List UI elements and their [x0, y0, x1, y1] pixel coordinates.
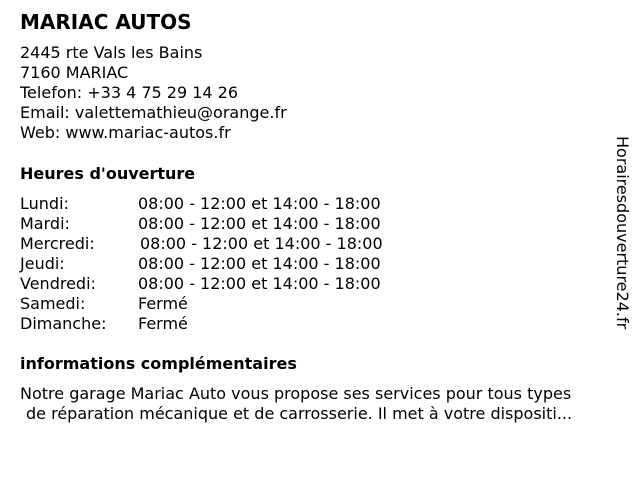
hours-row-tuesday: [20, 214, 440, 234]
hours-row-saturday: [20, 294, 440, 314]
day-hours: Fermé: [138, 314, 188, 333]
hours-row-monday: [20, 194, 440, 214]
hours-row-wednesday: [20, 234, 440, 254]
description-line: Notre garage Mariac Auto vous propose ses services pour tous types: [20, 384, 572, 403]
day-label: Samedi:: [20, 294, 86, 313]
day-hours: 08:00 - 12:00 et 14:00 - 18:00: [140, 234, 383, 253]
day-label: Lundi:: [20, 194, 69, 213]
site-watermark: Horairesdouverture24.fr: [613, 136, 632, 330]
day-label: Mercredi:: [20, 234, 95, 253]
business-name: MARIAC AUTOS: [20, 10, 192, 34]
day-label: Vendredi:: [20, 274, 96, 293]
day-hours: 08:00 - 12:00 et 14:00 - 18:00: [138, 214, 381, 233]
street-address: 2445 rte Vals les Bains: [20, 43, 203, 62]
day-hours: Fermé: [138, 294, 188, 313]
hours-row-thursday: [20, 254, 440, 274]
day-hours: 08:00 - 12:00 et 14:00 - 18:00: [138, 274, 381, 293]
hours-row-sunday: [20, 314, 440, 334]
day-label: Dimanche:: [20, 314, 107, 333]
description-line: de réparation mécanique et de carrosserie. Il met à votre dispositi...: [26, 404, 573, 423]
day-label: Jeudi:: [20, 254, 65, 273]
hours-row-friday: [20, 274, 440, 294]
day-label: Mardi:: [20, 214, 70, 233]
hours-table: [20, 194, 440, 334]
hours-heading: Heures d'ouverture: [20, 164, 196, 183]
website: Web: www.mariac-autos.fr: [20, 123, 231, 142]
description: [20, 384, 632, 424]
email: Email: valettemathieu@orange.fr: [20, 103, 287, 122]
phone: Telefon: +33 4 75 29 14 26: [20, 83, 239, 102]
info-heading: informations complémentaires: [20, 354, 297, 373]
city: 7160 MARIAC: [20, 63, 129, 82]
day-hours: 08:00 - 12:00 et 14:00 - 18:00: [138, 254, 381, 273]
contact-block: [20, 43, 287, 143]
day-hours: 08:00 - 12:00 et 14:00 - 18:00: [138, 194, 381, 213]
